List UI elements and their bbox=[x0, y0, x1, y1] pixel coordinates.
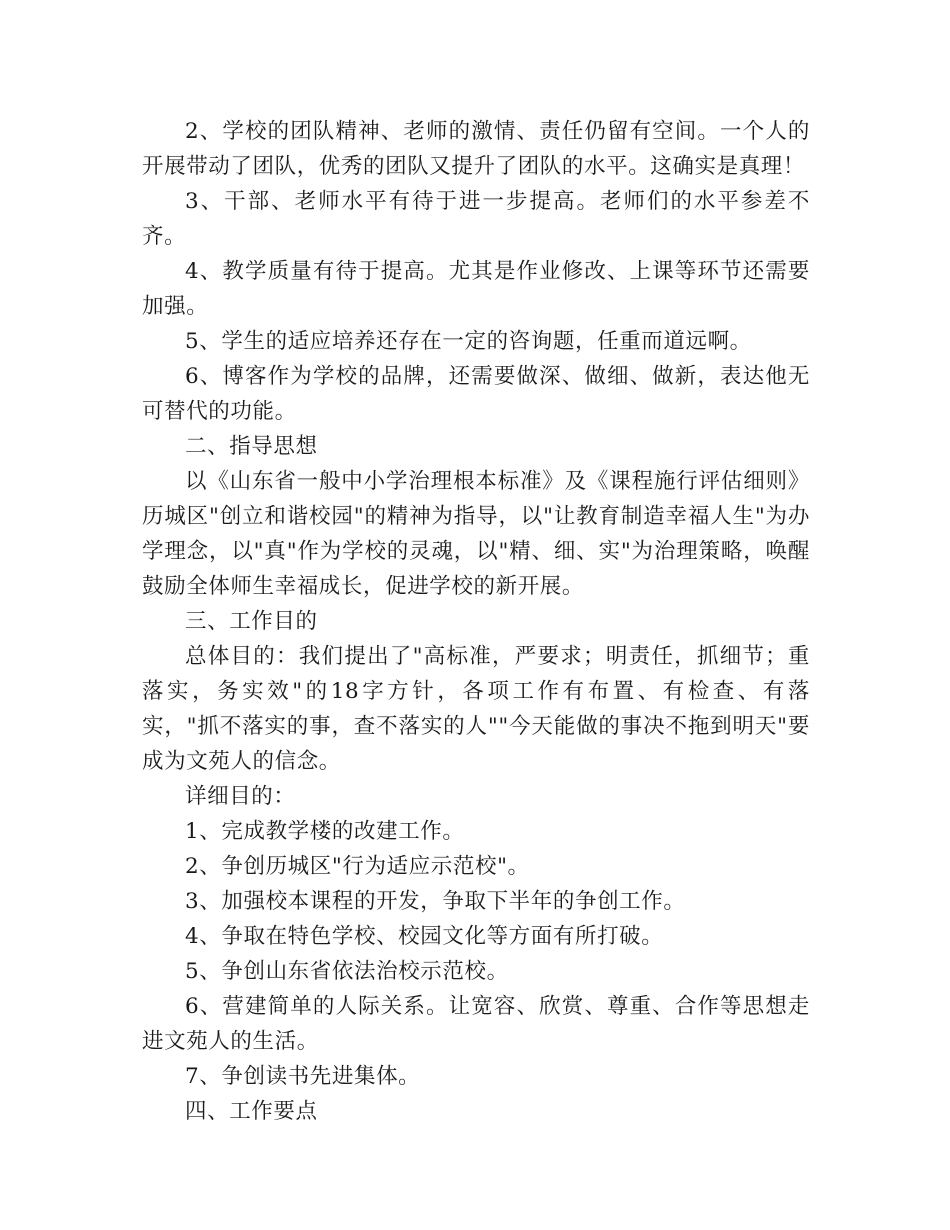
paragraph: 6、博客作为学校的品牌，还需要做深、做细、做新，表达他无可替代的功能。 bbox=[142, 364, 810, 424]
paragraph: 4、教学质量有待于提高。尤其是作业修改、上课等环节还需要加强。 bbox=[142, 259, 810, 319]
document-body bbox=[142, 114, 810, 1129]
paragraph: 详细目的： bbox=[185, 784, 296, 809]
list-item: 7、争创读书先进集体。 bbox=[185, 1064, 421, 1089]
section-heading: 三、工作目的 bbox=[185, 609, 318, 634]
section-heading: 四、工作要点 bbox=[185, 1099, 318, 1124]
paragraph: 2、学校的团队精神、老师的激情、责任仍留有空间。一个人的开展带动了团队，优秀的团队又提升了团队的水平。这确实是真理！ bbox=[142, 119, 810, 179]
list-item: 5、争创山东省依法治校示范校。 bbox=[185, 959, 509, 984]
list-item: 4、争取在特色学校、校园文化等方面有所打破。 bbox=[185, 924, 664, 949]
paragraph: 以《山东省一般中小学治理根本标准》及《课程施行评估细则》历城区"创立和谐校园"的精神为指导，以"让教育制造幸福人生"为办学理念，以"真"作为学校的灵魂，以"精、细、实"为治理策略，唤醒鼓励全体师生幸福成长，促进学校的新开展。 bbox=[142, 469, 810, 599]
list-item: 6、营建简单的人际关系。让宽容、欣赏、尊重、合作等思想走进文苑人的生活。 bbox=[142, 994, 810, 1054]
list-item: 2、争创历城区"行为适应示范校"。 bbox=[185, 854, 530, 879]
section-heading: 二、指导思想 bbox=[185, 434, 318, 459]
list-item: 3、加强校本课程的开发，争取下半年的争创工作。 bbox=[185, 889, 686, 914]
paragraph: 3、干部、老师水平有待于进一步提高。老师们的水平参差不齐。 bbox=[142, 189, 810, 249]
list-item: 1、完成教学楼的改建工作。 bbox=[185, 819, 465, 844]
paragraph: 5、学生的适应培养还存在一定的咨询题，任重而道远啊。 bbox=[185, 329, 752, 354]
paragraph: 总体目的：我们提出了"高标准，严要求；明责任，抓细节；重落实，务实效"的18字方针，各项工作有布置、有检查、有落实，"抓不落实的事，查不落实的人""今天能做的事决不拖到明天"要成为文苑人的信念。 bbox=[142, 644, 810, 774]
